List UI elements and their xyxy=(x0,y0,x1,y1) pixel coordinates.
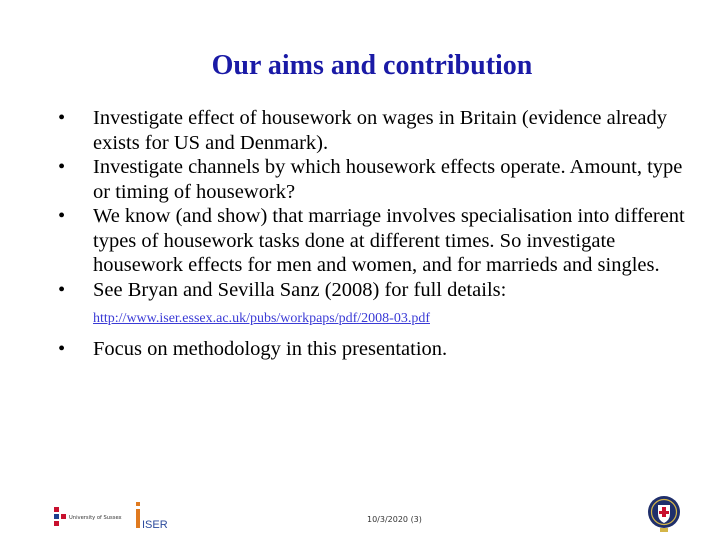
bullet-text: Investigate effect of housework on wages in Britain (evidence already exists for US and Denmark). xyxy=(93,107,667,154)
bullet-text: Investigate channels by which housework effects operate. Amount, type or timing of housework? xyxy=(93,156,683,203)
bullet-icon: • xyxy=(58,278,66,301)
bullet-text: We know (and show) that marriage involves specialisation into different types of housework tasks done at different times. So investigate housework effects for men and women, and for marrieds and singles. xyxy=(93,205,685,276)
bullet-item xyxy=(58,278,698,303)
iser-logo xyxy=(134,498,174,532)
sussex-logo-text: University of Sussex xyxy=(69,515,122,521)
university-crest-icon xyxy=(646,494,682,534)
bullet-icon: • xyxy=(58,156,66,178)
bullet-text: Focus on methodology in this presentation. xyxy=(93,338,448,360)
bullet-icon: • xyxy=(58,107,66,129)
bullet-icon: • xyxy=(58,205,66,227)
slide-title: Our aims and contribution xyxy=(211,50,533,81)
bullet-item xyxy=(58,106,698,155)
bullet-item xyxy=(58,155,698,204)
university-of-sussex-logo xyxy=(52,505,124,527)
bullet-item xyxy=(58,337,698,362)
bullet-list xyxy=(58,106,698,362)
bullet-item xyxy=(58,204,698,278)
iser-logo-text: ISER xyxy=(142,519,168,531)
bullet-text: See Bryan and Sevilla Sanz (2008) for full details: xyxy=(93,278,507,301)
footer-date: 10/3/2020 (3) xyxy=(367,515,422,524)
paper-link[interactable]: http://www.iser.essex.ac.uk/pubs/workpaps/pdf/2008-03.pdf xyxy=(93,311,430,326)
bullet-icon: • xyxy=(58,338,66,360)
